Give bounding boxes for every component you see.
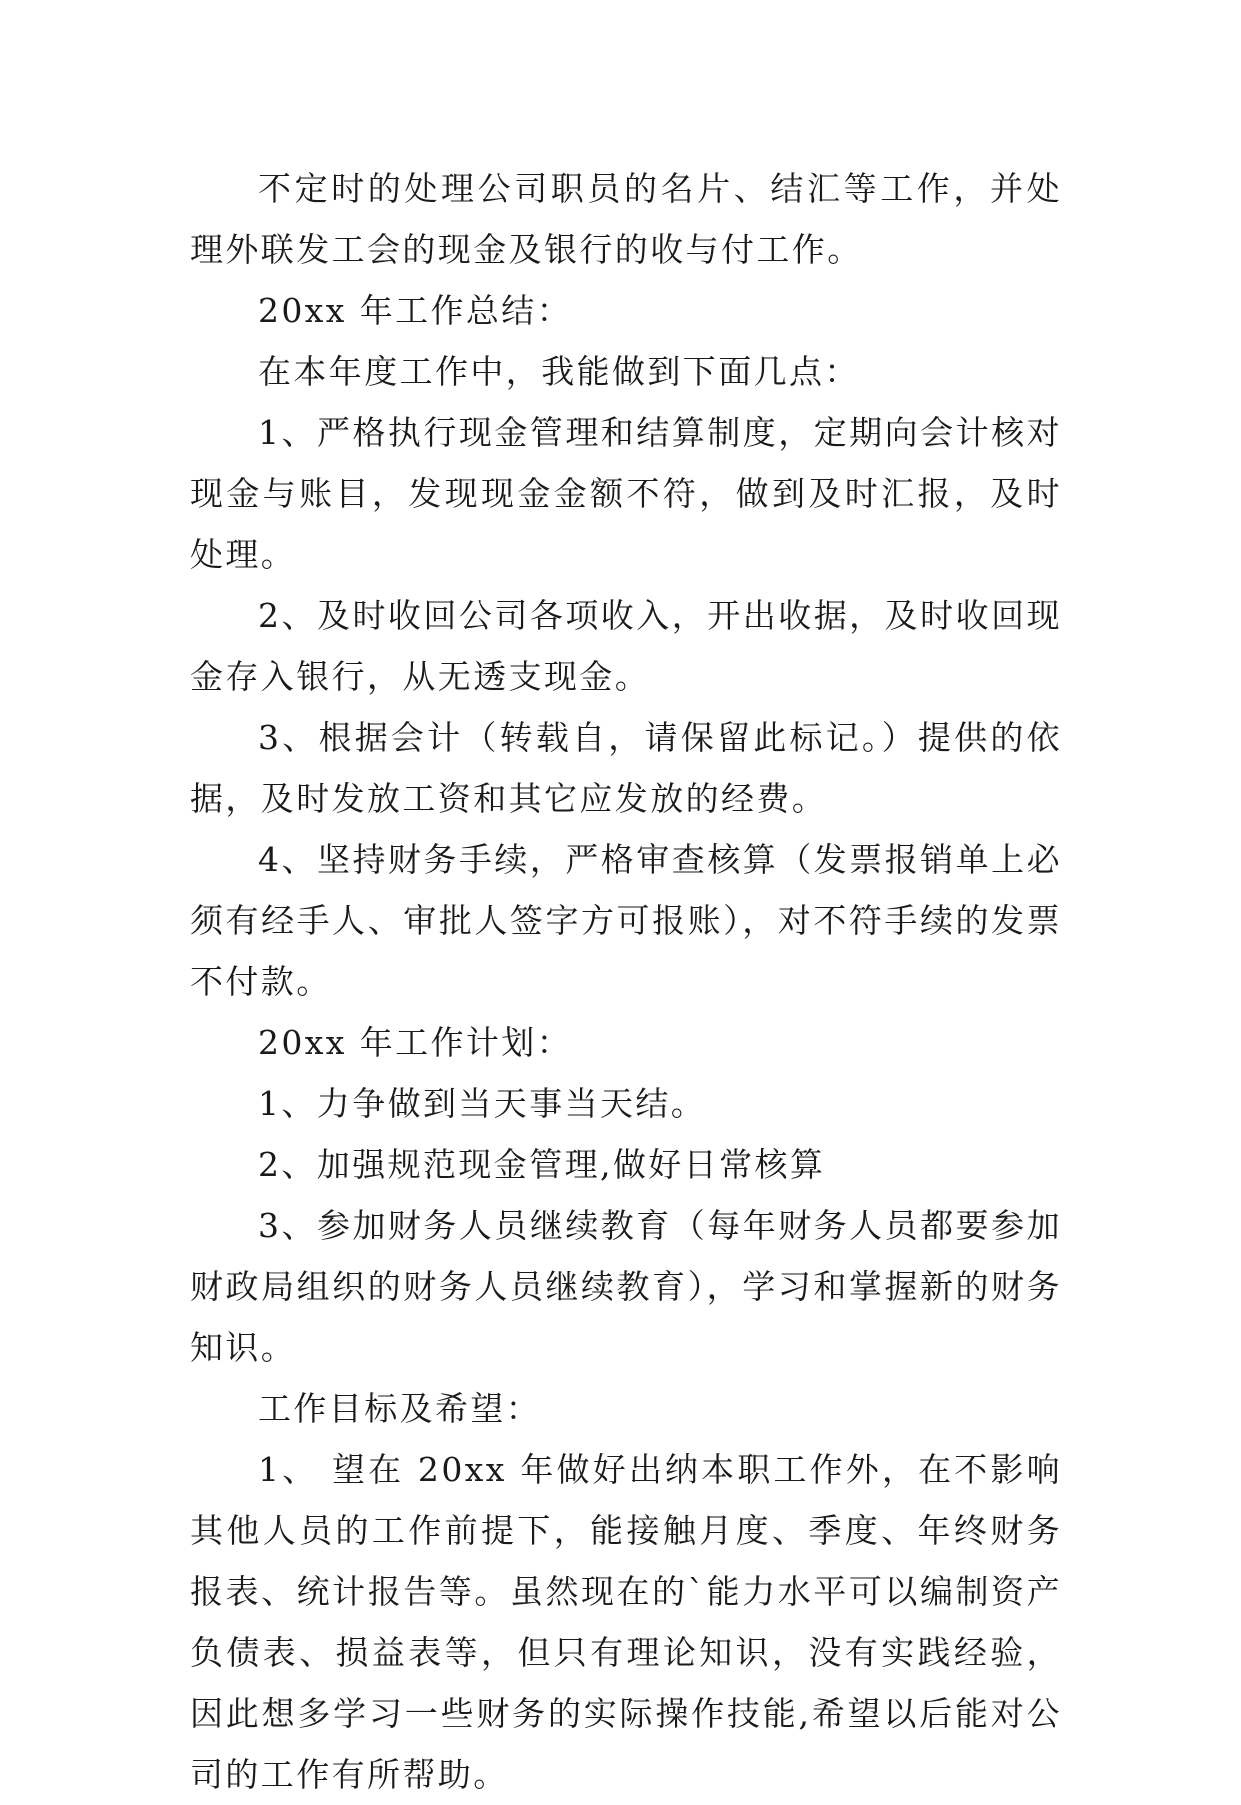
list-item-summary-1: 1、严格执行现金管理和结算制度，定期向会计核对现金与账目，发现现金金额不符，做到及时汇报，及时处理。 — [190, 413, 1062, 574]
list-item-goals-1: 1、 望在 20xx 年做好出纳本职工作外，在不影响其他人员的工作前提下，能接触月度、季度、年终财务报表、统计报告等。虽然现在的`能力水平可以编制资产负债表、损益表等，但只有理论知识，没有实践经验，因此想多学习一些财务的实际操作技能,希望以后能对公司的工作有所帮助。 — [190, 1450, 1062, 1794]
paragraph-summary-lead: 在本年度工作中，我能做到下面几点： — [258, 352, 860, 391]
heading-plan: 20xx 年工作计划： — [258, 1023, 573, 1062]
heading-goals: 工作目标及希望： — [258, 1389, 542, 1428]
heading-summary: 20xx 年工作总结： — [258, 291, 573, 330]
list-item-plan-3: 3、参加财务人员继续教育（每年财务人员都要参加财政局组织的财务人员继续教育），学习和掌握新的财务知识。 — [190, 1206, 1062, 1367]
list-item-summary-4: 4、坚持财务手续，严格审查核算（发票报销单上必须有经手人、审批人签字方可报账），对不符手续的发票不付款。 — [190, 840, 1062, 1001]
list-item-summary-2: 2、及时收回公司各项收入，开出收据，及时收回现金存入银行，从无透支现金。 — [190, 596, 1062, 696]
list-item-plan-1: 1、力争做到当天事当天结。 — [258, 1084, 707, 1123]
list-item-summary-3: 3、根据会计（转载自，请保留此标记。）提供的依据，及时发放工资和其它应发放的经费。 — [190, 718, 1062, 818]
document-body — [190, 158, 1062, 1805]
paragraph-intro: 不定时的处理公司职员的名片、结汇等工作，并处理外联发工会的现金及银行的收与付工作。 — [190, 169, 1062, 269]
list-item-plan-2: 2、加强规范现金管理,做好日常核算 — [258, 1145, 826, 1184]
